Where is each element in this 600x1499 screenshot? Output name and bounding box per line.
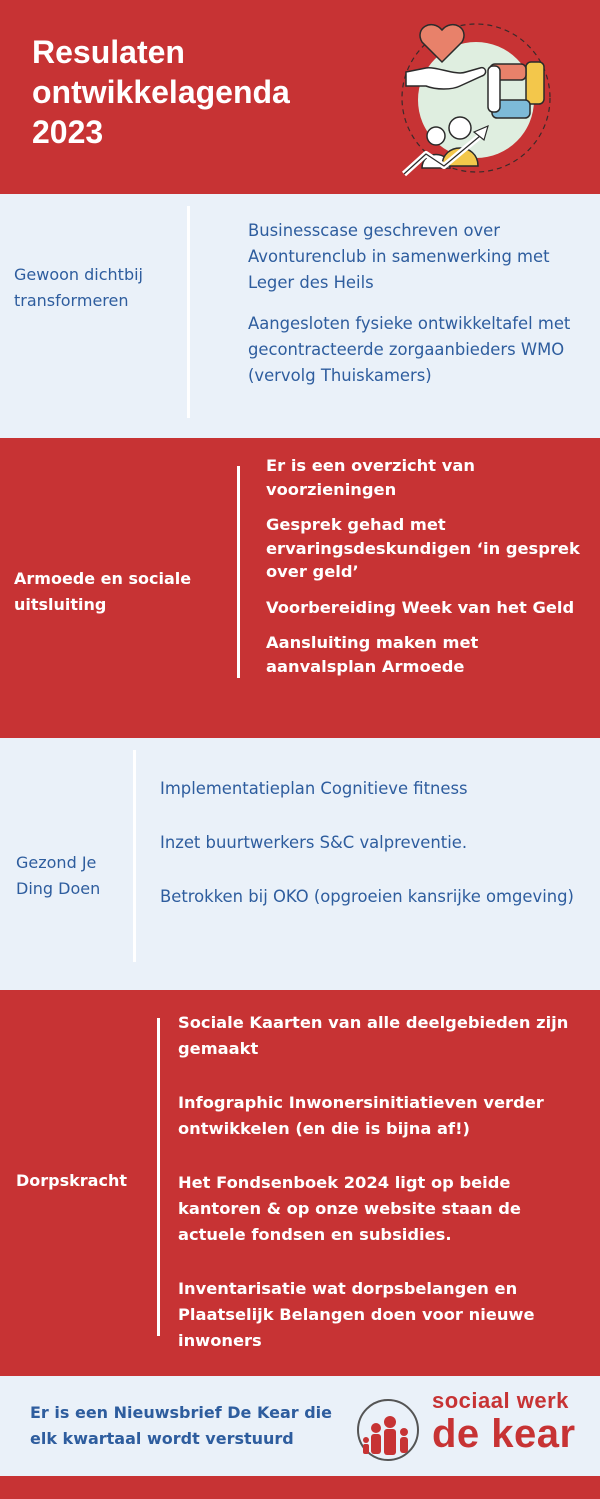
- divider: [133, 750, 136, 962]
- list-item: Sociale Kaarten van alle deelgebieden zijn gemaakt: [178, 1013, 569, 1058]
- section-label: [16, 1168, 127, 1194]
- hands-circle-illustration-icon: [392, 8, 560, 188]
- section-label-text: Gezond Je Ding Doen: [16, 853, 101, 898]
- list-item: Betrokken bij OKO (opgroeien kansrijke omgeving): [160, 887, 574, 906]
- list-item: Er is een overzicht van voorzieningen: [266, 456, 475, 499]
- title-line-1: Resulaten: [32, 34, 185, 70]
- section-label: [14, 262, 174, 314]
- result-list: [160, 776, 580, 929]
- section-label-text: Armoede en sociale uitsluiting: [14, 569, 192, 614]
- section-dorpskracht: [0, 990, 600, 1376]
- section-label-text: Gewoon dichtbij transformeren: [14, 265, 143, 310]
- section-armoede: [0, 438, 600, 738]
- bottom-bar: [0, 1476, 600, 1499]
- list-item: Aansluiting maken met aanvalsplan Armoede: [266, 633, 479, 676]
- list-item: Implementatieplan Cognitieve fitness: [160, 779, 468, 798]
- logo-line-2: de kear: [432, 1412, 576, 1456]
- footer: [0, 1376, 600, 1476]
- list-item: Gesprek gehad met ervaringsdeskundigen ‘in gesprek over geld’: [266, 515, 580, 581]
- result-list: [178, 1010, 584, 1382]
- list-item: Voorbereiding Week van het Geld: [266, 597, 575, 617]
- list-item: Infographic Inwonersinitiatieven verder ontwikkelen (en die is bijna af!): [178, 1093, 544, 1138]
- list-item: Businesscase geschreven over Avonturenclub in samenwerking met Leger des Heils: [248, 221, 550, 292]
- page-title: [32, 32, 362, 152]
- newsletter-message: Er is een Nieuwsbrief De Kear die elk kwartaal wordt verstuurd: [30, 1403, 332, 1448]
- section-label: [16, 850, 126, 902]
- result-list: [248, 218, 588, 404]
- header: [0, 0, 600, 194]
- section-gezond: [0, 738, 600, 990]
- people-circle-logo-icon: [352, 1394, 424, 1466]
- list-item: Inventarisatie wat dorpsbelangen en Plaatselijk Belangen doen voor nieuwe inwoners: [178, 1279, 535, 1350]
- divider: [157, 1018, 160, 1336]
- title-line-3: 2023: [32, 114, 104, 150]
- divider: [237, 466, 240, 678]
- list-item: Aangesloten fysieke ontwikkeltafel met gecontracteerde zorgaanbieders WMO (vervolg Thuiskamers): [248, 314, 571, 385]
- logo-line-1: sociaal werk: [432, 1388, 569, 1413]
- list-item: Het Fondsenboek 2024 ligt op beide kantoren & op onze website staan de actuele fondsen en subsidies.: [178, 1173, 521, 1244]
- section-gewoon-dichtbij: [0, 194, 600, 438]
- logo: [432, 1388, 576, 1454]
- section-label: [14, 566, 194, 618]
- title-line-2: ontwikkelagenda: [32, 74, 290, 110]
- list-item: Inzet buurtwerkers S&C valpreventie.: [160, 833, 468, 852]
- result-list: [266, 454, 584, 690]
- section-label-text: Dorpskracht: [16, 1171, 127, 1190]
- divider: [187, 206, 190, 418]
